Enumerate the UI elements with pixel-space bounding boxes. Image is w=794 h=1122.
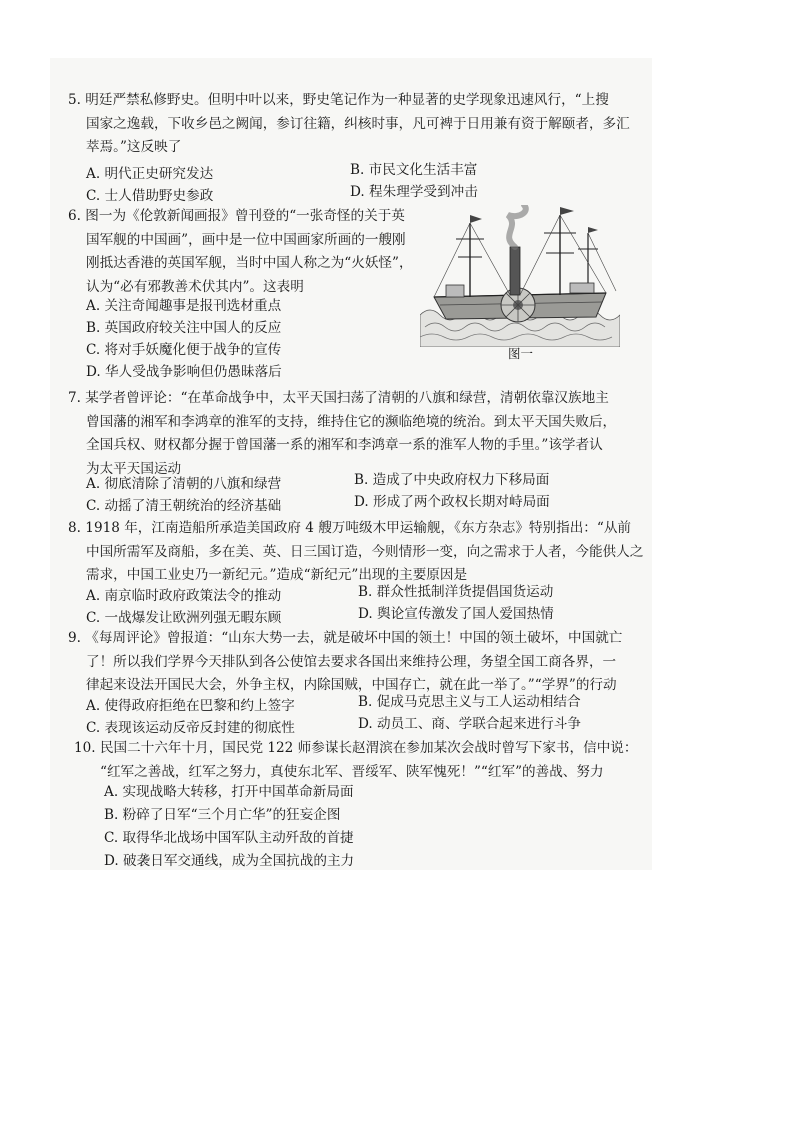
question-8-stem bbox=[68, 516, 643, 587]
question-8-option-a: A. 南京临时政府政策法令的推动 bbox=[86, 588, 282, 604]
question-9-option-c: C. 表现该运动反帝反封建的彻底性 bbox=[86, 720, 295, 736]
question-6-option-d: D. 华人受战争影响但仍愚昧落后 bbox=[86, 364, 282, 380]
question-8-line: 需求，中国工业史乃一新纪元。”造成“新纪元”出现的主要原因是 bbox=[86, 567, 468, 583]
question-7-line: 全国兵权、财权都分握于曾国藩一系的湘军和李鸿章一系的淮军人物的手里。”该学者认 bbox=[86, 437, 603, 453]
question-6-option-b: B. 英国政府较关注中国人的反应 bbox=[86, 320, 282, 336]
question-10-option-a: A. 实现战略大转移，打开中国革命新局面 bbox=[104, 784, 354, 800]
question-7-option-c: C. 动摇了清王朝统治的经济基础 bbox=[86, 498, 282, 514]
question-9-stem bbox=[68, 626, 622, 697]
warship-illustration bbox=[420, 205, 620, 347]
question-6-option-c: C. 将对手妖魔化便于战争的宣传 bbox=[86, 342, 282, 358]
question-7-line: 为太平天国运动 bbox=[86, 460, 182, 477]
question-10-line: “红军之善战，红军之努力，真使东北军、晋绥军、陕军愧死！”“红军”的善战、努力 bbox=[100, 763, 604, 780]
question-10-option-b: B. 粉碎了日军“三个月亡华”的狂妄企图 bbox=[104, 807, 341, 823]
question-7-option-b: B. 造成了中央政府权力下移局面 bbox=[354, 472, 550, 488]
question-7-option-a: A. 彻底清除了清朝的八旗和绿营 bbox=[86, 476, 282, 492]
question-5-option-d: D. 程朱理学受到冲击 bbox=[350, 184, 478, 200]
figure-caption: 图一 bbox=[508, 346, 534, 361]
question-7-line: 7. 某学者曾评论：“在革命战争中，太平天国扫荡了清朝的八旗和绿营，清朝依靠汉族地主 bbox=[68, 390, 609, 406]
question-6-stem bbox=[68, 204, 413, 298]
question-9-option-b: B. 促成马克思主义与工人运动相结合 bbox=[358, 694, 581, 710]
question-10-option-c: C. 取得华北战场中国军队主动歼敌的首捷 bbox=[104, 830, 354, 846]
question-9-line: 律起来设法开国民大会，外争主权，内除国贼，中国存亡，就在此一举了。”“学界”的行动 bbox=[86, 677, 617, 693]
question-8-line: 中国所需军及商船，多在美、英、日三国订造，今则情形一变，向之需求于人者，今能供人之 bbox=[86, 543, 644, 560]
question-6-line: 认为“必有邪教善术伏其内”。这表明 bbox=[86, 278, 304, 295]
question-10-option-d: D. 破袭日军交通线，成为全国抗战的主力 bbox=[104, 853, 355, 869]
question-9-option-a: A. 使得政府拒绝在巴黎和约上签字 bbox=[86, 698, 295, 714]
question-6-line: 刚抵达香港的英国军舰，当时中国人称之为“火妖怪”， bbox=[86, 255, 413, 271]
question-6-option-a: A. 关注奇闻趣事是报刊选材重点 bbox=[86, 298, 282, 314]
question-5-option-c: C. 士人借助野史参政 bbox=[86, 188, 214, 204]
question-9-option-d: D. 动员工、商、学联合起来进行斗争 bbox=[358, 716, 581, 732]
question-9-line: 了！所以我们学界今天排队到各公使馆去要求各国出来维持公理，务望全国工商各界，一 bbox=[86, 653, 617, 670]
question-5-line: 国家之逸载，下收乡邑之阙闻，参订往籍，纠核时事，凡可裨于日用兼有资于解颐者，多汇 bbox=[86, 115, 630, 132]
question-5-stem bbox=[68, 88, 630, 159]
question-6-line: 6. 图一为《伦敦新闻画报》曾刊登的“一张奇怪的关于英 bbox=[68, 208, 405, 224]
question-8-option-c: C. 一战爆发让欧洲列强无暇东顾 bbox=[86, 610, 282, 626]
question-7-line: 曾国藩的湘军和李鸿章的淮军的支持，维持住它的濒临绝境的统治。到太平天国失败后， bbox=[86, 413, 617, 430]
question-8-option-d: D. 舆论宣传激发了国人爱国热情 bbox=[358, 606, 554, 622]
question-5-line: 5. 明廷严禁私修野史。但明中叶以来，野史笔记作为一种显著的史学现象迅速风行，“上搜 bbox=[68, 92, 609, 108]
question-9-line: 9. 《每周评论》曾报道：“山东大势一去，就是破坏中国的领土！中国的领土破坏，中国就亡 bbox=[68, 630, 623, 646]
question-7-option-d: D. 形成了两个政权长期对峙局面 bbox=[354, 494, 550, 510]
question-10-line: 10. 民国二十六年十月，国民党 122 师参谋长赵渭滨在参加某次会战时曾写下家书，信中说： bbox=[74, 740, 638, 756]
question-5-option-b: B. 市民文化生活丰富 bbox=[350, 162, 478, 178]
question-8-option-b: B. 群众性抵制洋货提倡国货运动 bbox=[358, 584, 554, 600]
question-8-line: 8. 1918 年，江南造船所承造美国政府 4 艘万吨级木甲运输舰，《东方杂志》特别指出：“从前 bbox=[68, 520, 632, 536]
question-10-stem bbox=[74, 736, 638, 783]
question-7-stem bbox=[68, 386, 616, 480]
question-6-line: 国军舰的中国画”，画中是一位中国画家所画的一艘刚 bbox=[86, 231, 406, 248]
question-5-line: 萃焉。”这反映了 bbox=[86, 139, 182, 155]
question-5-option-a: A. 明代正史研究发达 bbox=[86, 166, 214, 182]
